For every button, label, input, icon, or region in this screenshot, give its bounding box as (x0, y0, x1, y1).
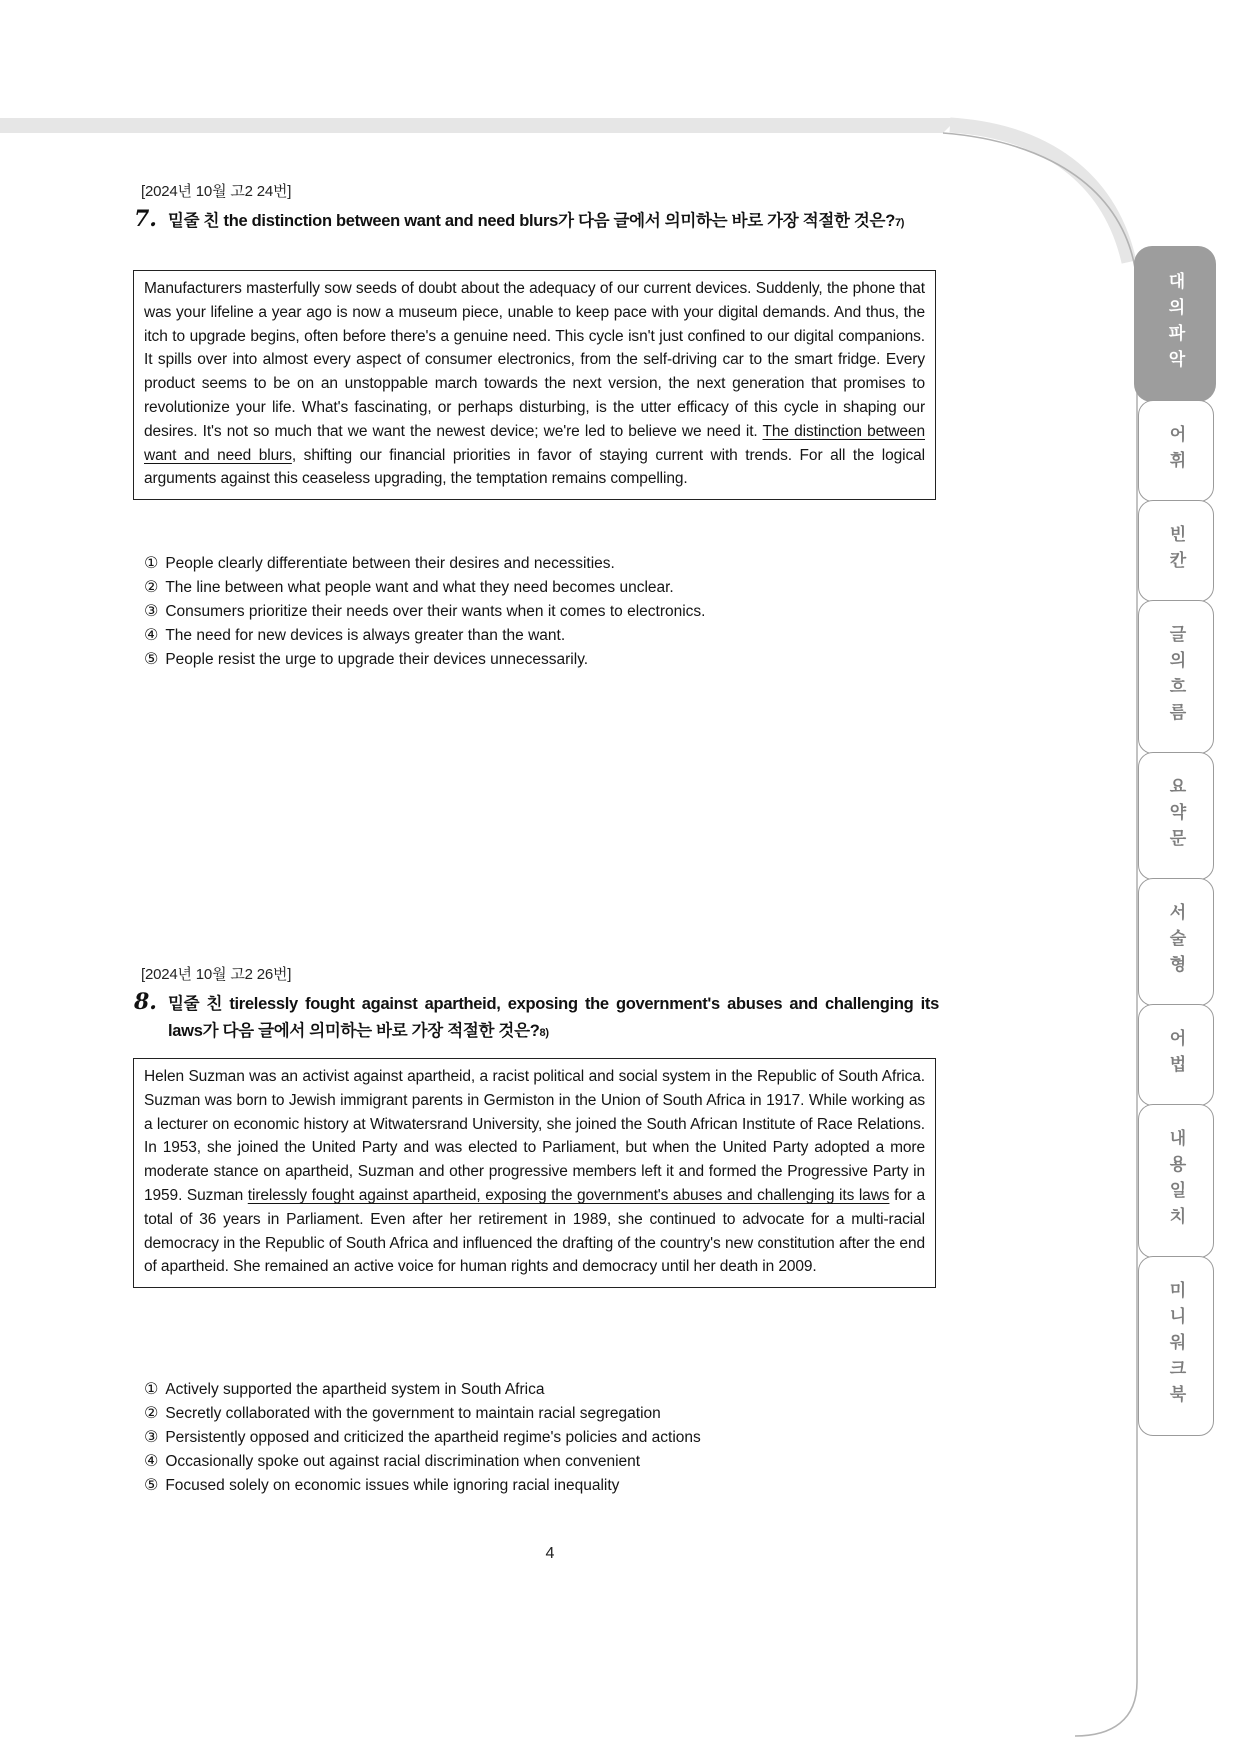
choice-text: Focused solely on economic issues while ignoring racial inequality (165, 1476, 620, 1494)
sidebar-tab-blank (1138, 500, 1214, 602)
stem-rest: 가 다음 글에서 의미하는 바로 가장 적절한 것은? (558, 212, 895, 230)
question7-passage-box (133, 270, 936, 500)
choice-item (144, 576, 944, 600)
tab-label: 요약문 (1166, 777, 1186, 855)
tab-label: 미니워크북 (1166, 1281, 1186, 1411)
passage-text: , shifting our financial priorities in favor of staying current with trends. For all the logical arguments against this ceaseless upgrading, the temptation remains compelling. (144, 446, 925, 488)
tab-label: 대의파악 (1165, 272, 1185, 376)
question8-number: 8. (134, 989, 157, 1015)
stem-rest: 가 다음 글에서 의미하는 바로 가장 적절한 것은? (202, 1022, 540, 1040)
choice-text: Secretly collaborated with the government to maintain racial segregation (165, 1404, 661, 1422)
choice-item (144, 1450, 944, 1474)
stem-prefix: 밑줄 친 (168, 995, 230, 1013)
tab-label: 서술형 (1166, 903, 1186, 981)
choice-marker: ④ (144, 1452, 159, 1470)
tab-label: 내용일치 (1166, 1129, 1186, 1233)
tab-label: 글의흐름 (1166, 625, 1186, 729)
choice-marker: ③ (144, 1428, 159, 1446)
choice-marker: ⑤ (144, 1476, 159, 1494)
sidebar-tab-main-idea (1134, 246, 1216, 402)
footnote-marker: 7) (894, 217, 905, 229)
question8-stem (168, 991, 939, 1047)
choice-item (144, 552, 944, 576)
passage-text: Helen Suzman was an activist against apartheid, a racist political and social system in the Republic of South Africa. Suzman was born to Jewish immigrant parents in Germiston in the Union of South Africa in 1917. While working as a lecturer on economic history at Witwatersrand University, she joined the South African Institute of Race Relations. In 1953, she joined the United Party and was elected to Parliament, but when the United Party adopted a more moderate stance on apartheid, Suzman and other progressive members left it and formed the Progressive Party in 1959. Suzman (144, 1068, 925, 1204)
choice-item (144, 624, 944, 648)
passage-text: Manufacturers masterfully sow seeds of doubt about the adequacy of our current devices. Suddenly, the phone that was your lifeline a year ago is now a museum piece, unable to keep pace with your digital demands. And thus, the itch to upgrade begins, often before there's a genuine need. This cycle isn't just confined to our digital companions. It spills over into almost every aspect of consumer electronics, from the self-driving car to the smart fridge. Every product seems to be on an unstoppable march towards the next version, the next generation that promises to revolutionize your life. What's fascinating, or perhaps disturbing, is the utter efficacy of this cycle in shaping our desires. It's not so much that we want the newest device; we're led to believe we need it. (144, 280, 925, 440)
passage-underlined-phrase: The distinction between want and need blurs (144, 422, 925, 464)
sheet-edge-line (943, 133, 1137, 1736)
sidebar-tab-summary (1138, 752, 1214, 880)
choice-text: Consumers prioritize their needs over their wants when it comes to electronics. (165, 602, 706, 620)
passage-underlined-phrase: tirelessly fought against apartheid, exposing the government's abuses and challenging its laws (247, 1186, 890, 1204)
choice-text: People clearly differentiate between their desires and necessities. (165, 555, 615, 572)
choice-item (144, 1474, 944, 1498)
stem-highlight-phrase: tirelessly fought against apartheid, exposing the government's abuses and challenging its laws (168, 995, 939, 1040)
tab-label: 빈칸 (1166, 525, 1186, 577)
choice-item (144, 1378, 944, 1402)
choice-text: The need for new devices is always greater than the want. (165, 626, 566, 644)
choice-item (144, 600, 944, 624)
question8-header (134, 991, 939, 1047)
sidebar-tab-mini-workbook (1138, 1256, 1214, 1436)
question7-choices (144, 552, 944, 672)
sidebar-tab-grammar (1138, 1004, 1214, 1106)
tab-label: 어법 (1166, 1029, 1186, 1081)
question8-source: [2024년 10월 고2 26번] (141, 966, 292, 983)
choice-marker: ③ (144, 602, 159, 620)
choice-item (144, 1426, 944, 1450)
passage-text: for a total of 36 years in Parliament. Even after her retirement in 1989, she continued to advocate for a multi-racial democracy in the Republic of South Africa and influenced the drafting of the country's new constitution after the end of apartheid. She remained an active voice for human rights and democracy until her death in 2009. (144, 1186, 925, 1276)
choice-marker: ① (144, 1381, 159, 1398)
corner-ribbon (950, 125, 1129, 262)
choice-item (144, 1402, 944, 1426)
choice-text: Occasionally spoke out against racial discrimination when convenient (165, 1452, 641, 1470)
stem-prefix: 밑줄 친 (168, 212, 224, 230)
top-band (0, 118, 958, 133)
tab-label: 어휘 (1166, 425, 1186, 477)
question8-choices (144, 1378, 944, 1498)
choice-text: People resist the urge to upgrade their devices unnecessarily. (165, 650, 589, 668)
sidebar-tab-content-match (1138, 1104, 1214, 1258)
sidebar-tab-written-response (1138, 878, 1214, 1006)
thumb-index-rail (1138, 248, 1218, 1436)
choice-marker: ② (144, 578, 159, 596)
footnote-marker: 8) (539, 1027, 549, 1039)
choice-text: The line between what people want and what they need becomes unclear. (165, 578, 674, 596)
page-number: 4 (545, 1545, 555, 1562)
choice-marker: ① (144, 555, 159, 572)
question7-header (134, 208, 939, 237)
sidebar-tab-flow (1138, 600, 1214, 754)
question7-stem (168, 208, 939, 237)
choice-text: Persistently opposed and criticized the apartheid regime's policies and actions (165, 1428, 701, 1446)
sidebar-tab-vocabulary (1138, 400, 1214, 502)
question8-passage-box (133, 1058, 936, 1288)
choice-marker: ⑤ (144, 650, 159, 668)
choice-item (144, 648, 944, 672)
choice-text: Actively supported the apartheid system in South Africa (165, 1381, 545, 1398)
choice-marker: ② (144, 1404, 159, 1422)
question7-number: 7. (134, 206, 157, 232)
choice-marker: ④ (144, 626, 159, 644)
question7-source: [2024년 10월 고2 24번] (141, 183, 292, 200)
stem-highlight-phrase: the distinction between want and need blurs (223, 212, 559, 230)
